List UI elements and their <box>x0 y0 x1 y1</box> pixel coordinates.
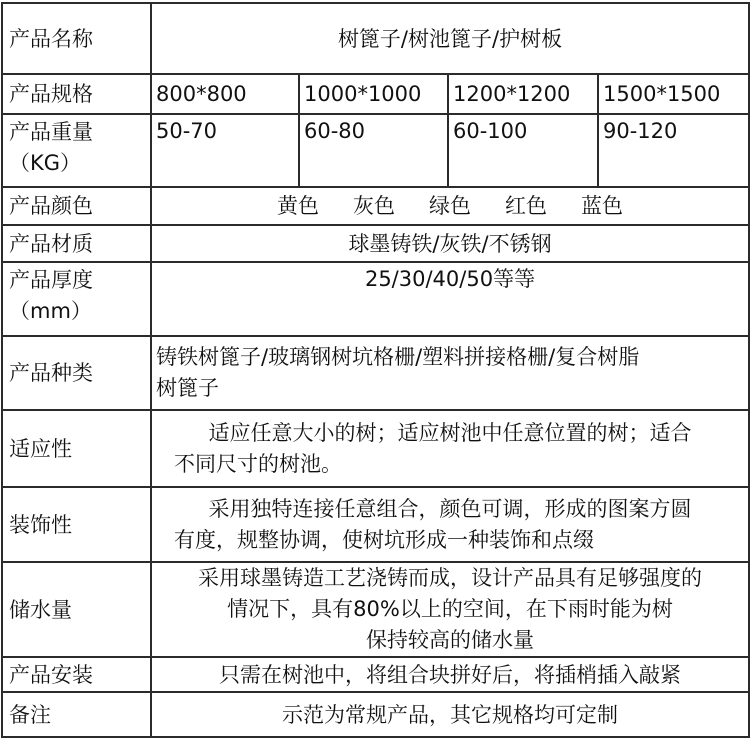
label-adaptability: 适应性 <box>2 410 151 487</box>
text-line: 铸铁树篦子/玻璃钢树坑格栅/塑料拼接格栅/复合树脂 <box>156 345 640 369</box>
row-product-types <box>2 336 749 410</box>
value-product-material: 球墨铸铁/灰铁/不锈钢 <box>151 225 749 262</box>
row-product-weight <box>2 114 749 187</box>
color-option: 绿色 <box>429 194 472 218</box>
label-product-thickness <box>2 262 151 336</box>
label-product-spec: 产品规格 <box>2 74 151 114</box>
text-line: 树篦子 <box>156 376 219 400</box>
label-installation: 产品安装 <box>2 657 151 692</box>
weight-cell: 90-120 <box>598 114 749 187</box>
text-line: 采用独特连接任意组合，颜色可调，形成的图案方圆 <box>208 496 692 521</box>
row-installation <box>2 657 749 692</box>
row-product-name <box>2 3 749 74</box>
spec-cell: 1000*1000 <box>299 74 448 114</box>
value-product-color <box>151 187 749 225</box>
label-product-types: 产品种类 <box>2 336 151 410</box>
text-line: 适应任意大小的树；适应树池中任意位置的树；适合 <box>208 420 692 445</box>
color-option: 红色 <box>505 194 548 218</box>
row-product-material <box>2 225 749 262</box>
row-adaptability <box>2 410 749 487</box>
text-line: 不同尺寸的树池。 <box>174 451 342 476</box>
text-line: 有度，规整协调，使树坑形成一种装饰和点缀 <box>174 527 594 552</box>
label-line: 产品重量 <box>9 120 93 144</box>
color-option: 灰色 <box>353 194 396 218</box>
label-decorative: 装饰性 <box>2 487 151 562</box>
value-remark: 示范为常规产品，其它规格均可定制 <box>151 692 749 737</box>
weight-cell: 60-80 <box>299 114 448 187</box>
value-adaptability <box>151 410 749 487</box>
row-product-thickness <box>2 262 749 336</box>
value-decorative <box>151 487 749 562</box>
label-remark: 备注 <box>2 692 151 737</box>
row-decorative <box>2 487 749 562</box>
label-line: 产品厚度 <box>9 268 93 292</box>
label-product-material: 产品材质 <box>2 225 151 262</box>
text-line: 情况下，具有80%以上的空间，在下雨时能为树 <box>227 597 673 621</box>
value-water-storage <box>151 562 749 657</box>
row-remark <box>2 692 749 737</box>
product-spec-table <box>1 2 750 738</box>
label-line: （mm） <box>9 299 92 323</box>
label-product-name: 产品名称 <box>2 3 151 74</box>
value-product-types <box>151 336 749 410</box>
spec-cell: 1500*1500 <box>598 74 749 114</box>
label-product-color: 产品颜色 <box>2 187 151 225</box>
label-product-weight <box>2 114 151 187</box>
value-product-name: 树篦子/树池篦子/护树板 <box>151 3 749 74</box>
weight-cell: 60-100 <box>448 114 598 187</box>
color-option: 蓝色 <box>581 194 624 218</box>
weight-cell: 50-70 <box>151 114 299 187</box>
value-installation: 只需在树池中，将组合块拼好后，将插梢插入敲紧 <box>151 657 749 692</box>
row-product-color <box>2 187 749 225</box>
label-line: （KG） <box>9 151 82 175</box>
color-option: 黄色 <box>277 194 320 218</box>
text-line: 保持较高的储水量 <box>366 628 535 652</box>
spec-cell: 800*800 <box>151 74 299 114</box>
text-line: 采用球墨铸造工艺浇铸而成，设计产品具有足够强度的 <box>198 566 703 590</box>
row-product-spec <box>2 74 749 114</box>
label-water-storage: 储水量 <box>2 562 151 657</box>
spec-cell: 1200*1200 <box>448 74 598 114</box>
value-product-thickness: 25/30/40/50等等 <box>151 262 749 336</box>
row-water-storage <box>2 562 749 657</box>
